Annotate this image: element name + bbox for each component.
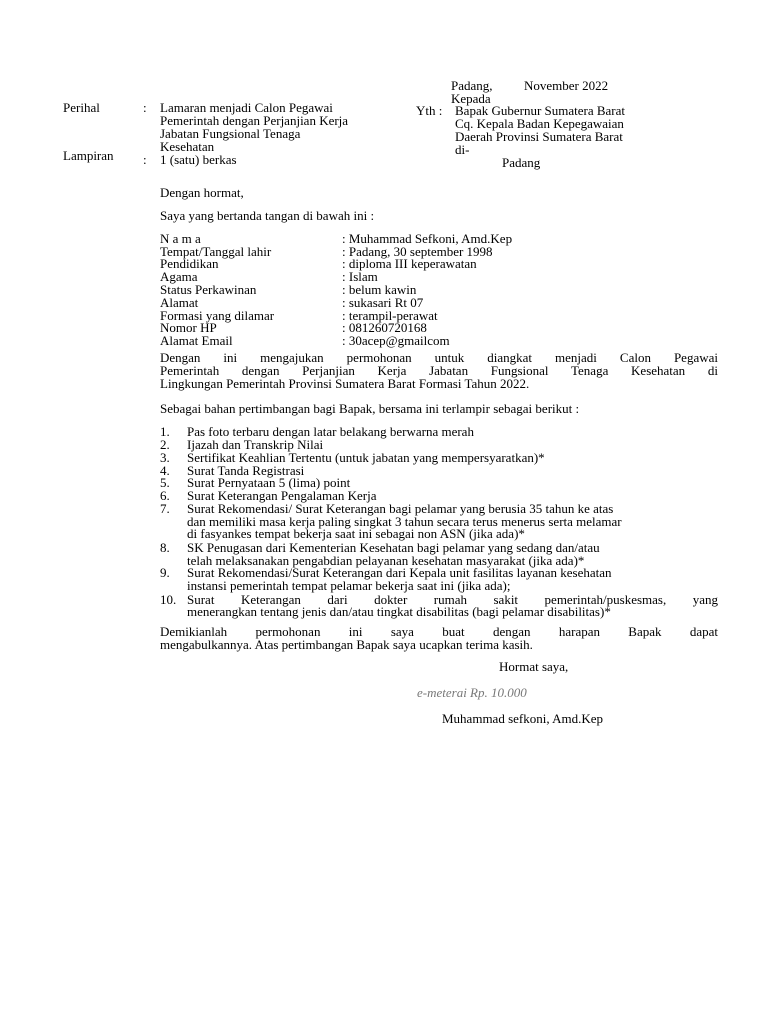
list-number: 6. xyxy=(160,488,170,503)
list-item: Ijazah dan Transkrip Nilai xyxy=(187,437,324,452)
addressee-line-1: Bapak Gubernur Sumatera Barat xyxy=(455,103,626,118)
paragraph2: Sebagai bahan pertimbangan bagi Bapak, bersama ini terlampir sebagai berikut : xyxy=(160,401,580,416)
field-value: : belum kawin xyxy=(342,282,417,297)
signatory-name: Muhammad sefkoni, Amd.Kep xyxy=(442,711,604,726)
addressee-line-2: Cq. Kepala Badan Kepegawaian xyxy=(455,116,624,131)
perihal-colon: : xyxy=(143,100,147,115)
kepada: Kepada xyxy=(451,91,491,106)
list-item: SK Penugasan dari Kementerian Kesehatan bagi pelamar yang sedang dan/atau xyxy=(187,540,600,555)
field-label: Agama xyxy=(160,269,198,284)
list-item: Surat Rekomendasi/ Surat Keterangan bagi pelamar yang berusia 35 tahun ke atas xyxy=(187,501,614,516)
salutation: Hormat saya, xyxy=(499,659,569,674)
addressee-line-3: Daerah Provinsi Sumatera Barat xyxy=(455,129,623,144)
list-item-continuation: di fasyankes tempat bekerja saat ini sebagai non ASN (jika ada)* xyxy=(187,526,525,541)
lampiran-label: Lampiran xyxy=(63,148,114,163)
list-number: 1. xyxy=(160,424,170,439)
paragraph1-line-1: Dengan ini mengajukan permohonan untuk diangkat menjadi Calon Pegawai xyxy=(160,350,718,365)
field-value: : Padang, 30 september 1998 xyxy=(342,244,493,259)
list-number: 10. xyxy=(160,592,177,607)
lampiran-value: 1 (satu) berkas xyxy=(160,152,237,167)
list-item: Surat Tanda Registrasi xyxy=(187,463,305,478)
list-number: 4. xyxy=(160,463,170,478)
field-label: Status Perkawinan xyxy=(160,282,257,297)
closing-line-1: Demikianlah permohonan ini saya buat dengan harapan Bapak dapat xyxy=(160,624,718,639)
list-item-continuation: menerangkan tentang jenis dan/atau tingkat disabilitas (bagi pelamar disabilitas)* xyxy=(187,604,611,619)
field-value: : Islam xyxy=(342,269,378,284)
list-item-continuation: dan memiliki masa kerja paling singkat 3 tahun secara terus menerus serta melamar xyxy=(187,514,622,529)
list-item: Surat Rekomendasi/Surat Keterangan dari Kepala unit fasilitas layanan kesehatan xyxy=(187,565,612,580)
yth: Yth : xyxy=(416,103,443,118)
e-meterai-stamp: e-meterai Rp. 10.000 xyxy=(417,685,527,700)
list-number: 8. xyxy=(160,540,170,555)
list-number: 2. xyxy=(160,437,170,452)
list-number: 7. xyxy=(160,501,170,516)
field-label: Pendidikan xyxy=(160,256,219,271)
list-item: Surat Keterangan Pengalaman Kerja xyxy=(187,488,377,503)
lampiran-colon: : xyxy=(143,152,147,167)
list-number: 3. xyxy=(160,450,170,465)
list-item-continuation: instansi pemerintah tempat pelamar bekerja saat ini (jika ada); xyxy=(187,578,511,593)
field-label: Alamat Email xyxy=(160,333,233,348)
field-label: Formasi yang dilamar xyxy=(160,308,275,323)
field-label: Alamat xyxy=(160,295,199,310)
list-number: 9. xyxy=(160,565,170,580)
field-value: : 30acep@gmailcom xyxy=(342,333,450,348)
list-item: Surat Keterangan dari dokter rumah sakit pemerintah/puskesmas, yang xyxy=(187,592,718,607)
field-value: : diploma III keperawatan xyxy=(342,256,477,271)
addressee-city: Padang xyxy=(502,155,541,170)
paragraph1-line-2: Pemerintah dengan Perjanjian Kerja Jabatan Fungsional Tenaga Kesehatan di xyxy=(160,363,718,378)
perihal-line-1: Lamaran menjadi Calon Pegawai xyxy=(160,100,333,115)
greeting: Dengan hormat, xyxy=(160,185,244,200)
place: Padang, xyxy=(451,78,493,93)
list-item: Sertifikat Keahlian Tertentu (untuk jabatan yang mempersyaratkan)* xyxy=(187,450,545,465)
field-value: : 081260720168 xyxy=(342,320,427,335)
field-value: : sukasari Rt 07 xyxy=(342,295,424,310)
list-item: Pas foto terbaru dengan latar belakang berwarna merah xyxy=(187,424,474,439)
addressee-line-4: di- xyxy=(455,142,470,157)
list-item: Surat Pernyataan 5 (lima) point xyxy=(187,475,351,490)
paragraph1-line-3: Lingkungan Pemerintah Provinsi Sumatera Barat Formasi Tahun 2022. xyxy=(160,376,530,391)
letter-date: November 2022 xyxy=(524,78,609,93)
closing-line-2: mengabulkannya. Atas pertimbangan Bapak saya ucapkan terima kasih. xyxy=(160,637,533,652)
field-value: : Muhammad Sefkoni, Amd.Kep xyxy=(342,231,513,246)
field-value: : terampil-perawat xyxy=(342,308,438,323)
perihal-line-3: Jabatan Fungsional Tenaga xyxy=(160,126,301,141)
field-label: N a m a xyxy=(160,231,201,246)
field-label: Nomor HP xyxy=(160,320,217,335)
perihal-label: Perihal xyxy=(63,100,100,115)
list-number: 5. xyxy=(160,475,170,490)
perihal-line-2: Pemerintah dengan Perjanjian Kerja xyxy=(160,113,349,128)
list-item-continuation: telah melaksanakan pengabdian pelayanan kesehatan masyarakat (jika ada)* xyxy=(187,553,585,568)
intro: Saya yang bertanda tangan di bawah ini : xyxy=(160,208,375,223)
perihal-line-4: Kesehatan xyxy=(160,139,215,154)
field-label: Tempat/Tanggal lahir xyxy=(160,244,272,259)
